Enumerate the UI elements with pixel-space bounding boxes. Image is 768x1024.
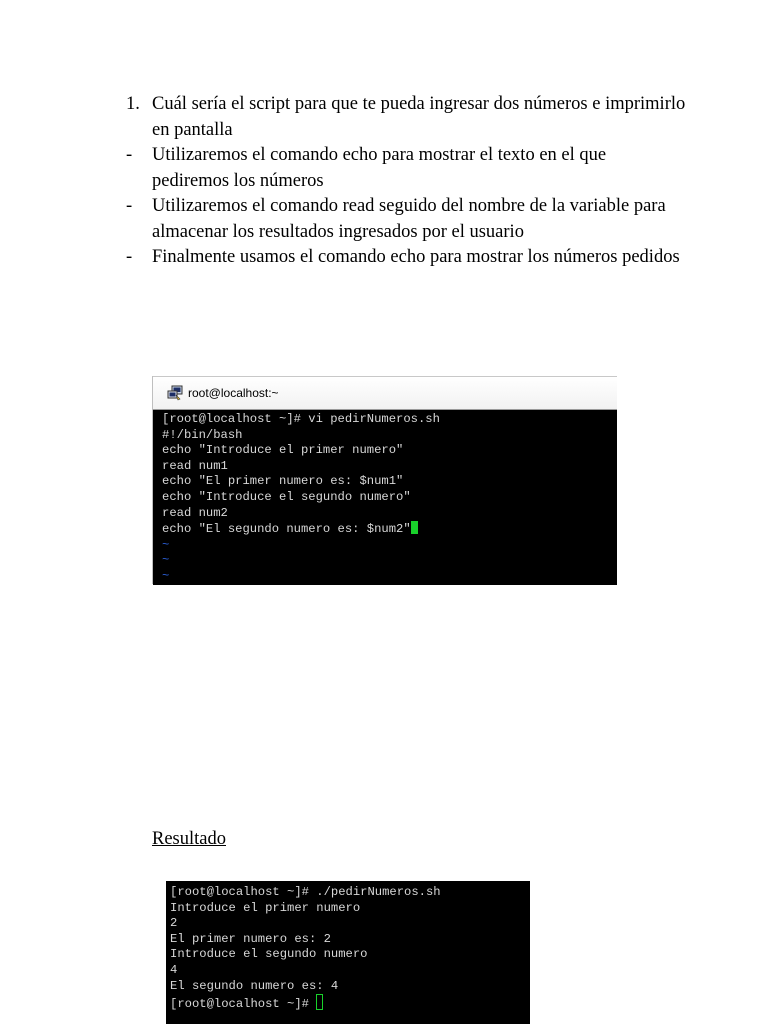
list-marker: - xyxy=(126,247,133,267)
editor-terminal-window xyxy=(152,376,617,584)
result-heading: Resultado xyxy=(152,829,226,849)
list-marker: - xyxy=(126,145,133,165)
terminal-cursor xyxy=(411,521,418,534)
terminal-line: 4 xyxy=(170,962,178,977)
terminal-titlebar[interactable] xyxy=(153,376,617,410)
vi-empty-line: ~ xyxy=(162,568,170,583)
terminal-line: [root@localhost ~]# vi pedirNumeros.sh xyxy=(162,412,440,426)
terminal-body[interactable] xyxy=(153,410,617,585)
terminal-line: Introduce el segundo numero xyxy=(170,947,368,962)
terminal-line: Introduce el primer numero xyxy=(170,900,361,915)
terminal-cursor xyxy=(316,994,323,1010)
list-item xyxy=(126,92,686,143)
terminal-line: echo "El segundo numero es: $num2" xyxy=(162,522,411,537)
terminal-title: root@localhost:~ xyxy=(188,386,279,400)
terminal-line: 2 xyxy=(170,916,178,931)
list-marker: 1. xyxy=(126,94,140,114)
putty-terminal-icon xyxy=(167,385,183,401)
terminal-line: El primer numero es: 2 xyxy=(170,931,331,946)
terminal-line: echo "Introduce el segundo numero" xyxy=(162,489,411,504)
terminal-prompt-line xyxy=(170,994,530,1013)
terminal-line: echo "Introduce el primer numero" xyxy=(162,443,404,458)
list-item xyxy=(126,194,686,245)
terminal-line: read num1 xyxy=(162,458,228,473)
vi-empty-line: ~ xyxy=(162,553,170,568)
list-item xyxy=(126,143,686,194)
list-item-text: Utilizaremos el comando read seguido del nombre de la variable para almacenar los resultados ingresados por el usuario xyxy=(152,196,666,242)
terminal-line-with-cursor xyxy=(162,521,617,538)
instructions-list xyxy=(126,92,686,271)
terminal-line: #!/bin/bash xyxy=(162,427,243,442)
list-item-text: Cuál sería el script para que te pueda ingresar dos números e imprimirlo en pantalla xyxy=(152,94,686,140)
list-item-text: Utilizaremos el comando echo para mostrar el texto en el que pediremos los números xyxy=(152,145,607,191)
terminal-line: echo "El primer numero es: $num1" xyxy=(162,474,404,489)
terminal-line: El segundo numero es: 4 xyxy=(170,978,339,993)
terminal-line: [root@localhost ~]# ./pedirNumeros.sh xyxy=(170,885,441,899)
terminal-line: read num2 xyxy=(162,505,228,520)
list-item-text: Finalmente usamos el comando echo para mostrar los números pedidos xyxy=(152,247,680,267)
terminal-prompt: [root@localhost ~]# xyxy=(170,997,317,1012)
vi-empty-line: ~ xyxy=(162,537,170,552)
list-item xyxy=(126,245,686,271)
output-terminal[interactable] xyxy=(166,881,530,1024)
list-marker: - xyxy=(126,196,133,216)
